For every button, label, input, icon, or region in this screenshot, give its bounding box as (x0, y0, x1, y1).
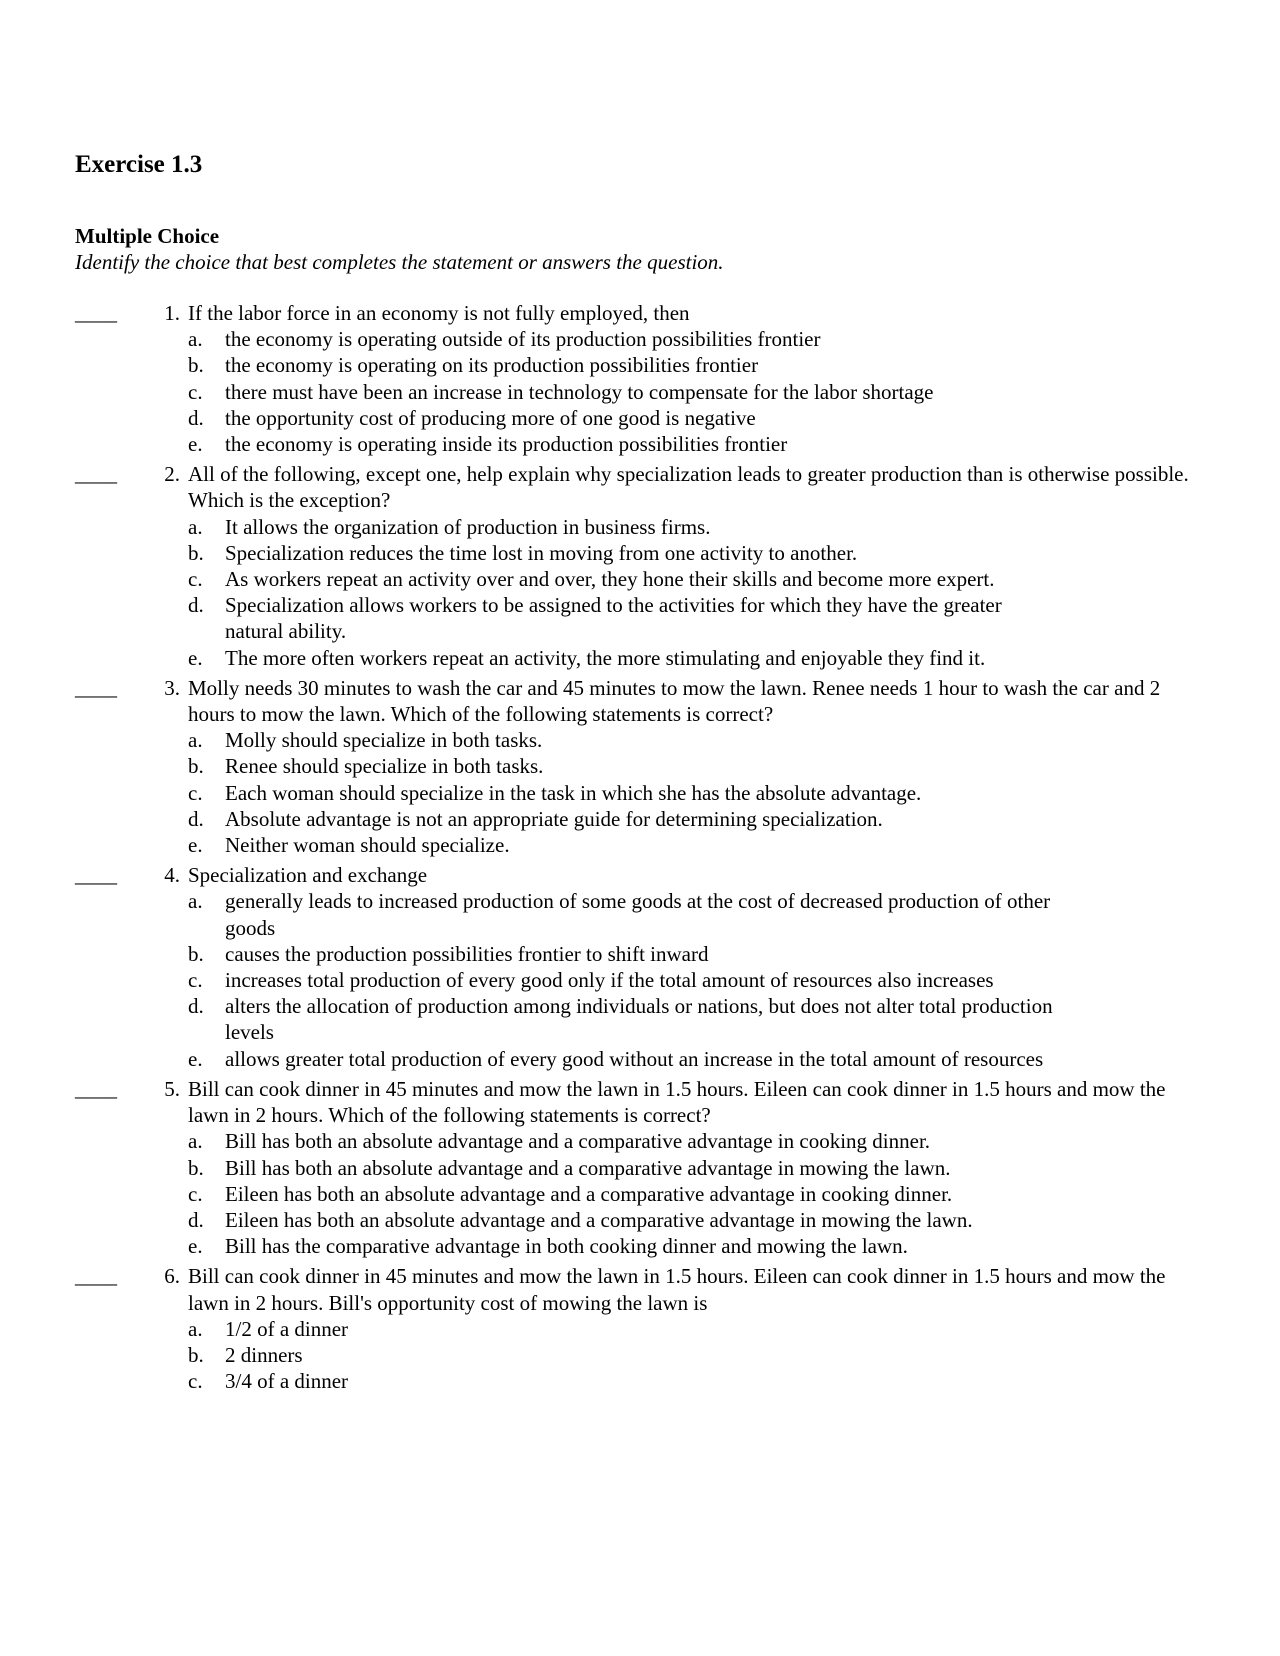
answer-choice (188, 727, 1065, 753)
question-stem: Bill can cook dinner in 45 minutes and mow the lawn in 1.5 hours. Eileen can cook dinner in 1.5 hours and mow the lawn in 2 hours. Bill's opportunity cost of mowing the lawn is (188, 1264, 1166, 1315)
choice-text: Neither woman should specialize. (225, 833, 510, 858)
section-heading: Multiple Choice (75, 224, 220, 248)
answer-choice (188, 592, 1065, 644)
choice-text: 2 dinners (225, 1342, 303, 1367)
question-1 (75, 300, 1205, 457)
choice-text: the economy is operating inside its production possibilities frontier (225, 432, 788, 457)
choice-letter: b. (188, 1342, 204, 1367)
choice-text: the economy is operating on its production possibilities frontier (225, 353, 759, 378)
choice-letter: d. (188, 1207, 204, 1232)
choice-letter: d. (188, 593, 204, 618)
question-stem: All of the following, except one, help explain why specialization leads to greater production than is otherwise possible. Which is the exception? (188, 462, 1189, 513)
choice-letter: d. (188, 405, 204, 430)
choice-text: Specialization reduces the time lost in moving from one activity to another. (225, 540, 858, 565)
choice-letter: e. (188, 645, 203, 670)
choice-text: Specialization allows workers to be assigned to the activities for which they have the greater natural ability. (225, 593, 1002, 644)
choice-text: generally leads to increased production of some goods at the cost of decreased production of other goods (225, 889, 1051, 940)
answer-choice (188, 405, 1065, 431)
choice-text: allows greater total production of every good without an increase in the total amount of resources (225, 1046, 1044, 1071)
choice-text: Bill has both an absolute advantage and a comparative advantage in cooking dinner. (225, 1129, 931, 1154)
choice-list (75, 1128, 1205, 1259)
choice-text: Renee should specialize in both tasks. (225, 754, 544, 779)
answer-choice (188, 326, 1065, 352)
question-number: 4. (164, 863, 180, 888)
choice-text: alters the allocation of production among individuals or nations, but does not alter total production levels (225, 994, 1053, 1045)
question-stem: Specialization and exchange (188, 863, 428, 888)
answer-choice (188, 1128, 1065, 1154)
question-2 (75, 461, 1205, 671)
choice-letter: e. (188, 432, 203, 457)
choice-text: Each woman should specialize in the task in which she has the absolute advantage. (225, 780, 922, 805)
answer-choice (188, 832, 1065, 858)
choice-letter: a. (188, 889, 203, 914)
answer-choice (188, 967, 1065, 993)
choice-text: It allows the organization of production in business firms. (225, 514, 711, 539)
choice-letter: c. (188, 780, 203, 805)
choice-letter: e. (188, 1046, 203, 1071)
choice-list (75, 514, 1205, 671)
choice-letter: b. (188, 353, 204, 378)
choice-text: Absolute advantage is not an appropriate guide for determining specialization. (225, 806, 883, 831)
choice-text: Eileen has both an absolute advantage and a comparative advantage in cooking dinner. (225, 1181, 953, 1206)
choice-letter: a. (188, 728, 203, 753)
choice-letter: a. (188, 1316, 203, 1341)
choice-letter: c. (188, 567, 203, 592)
choice-letter: d. (188, 994, 204, 1019)
answer-blank[interactable]: ____ (75, 1264, 117, 1289)
choice-text: Bill has the comparative advantage in both cooking dinner and mowing the lawn. (225, 1234, 908, 1259)
answer-blank[interactable]: ____ (75, 863, 117, 888)
question-stem: Molly needs 30 minutes to wash the car and 45 minutes to mow the lawn. Renee needs 1 hour to wash the car and 2 hours to mow the lawn. Which of the following statements is correct? (188, 675, 1161, 727)
answer-blank[interactable]: ____ (75, 675, 117, 700)
instructions: Identify the choice that best completes the statement or answers the question. (75, 250, 724, 274)
page-title: Exercise 1.3 (75, 151, 203, 178)
answer-choice (188, 514, 1065, 540)
question-4 (75, 862, 1205, 1072)
choice-text: the opportunity cost of producing more of one good is negative (225, 405, 756, 430)
choice-letter: d. (188, 806, 204, 831)
choice-letter: b. (188, 540, 204, 565)
choice-letter: a. (188, 1129, 203, 1154)
choice-letter: e. (188, 1234, 203, 1259)
answer-choice (188, 1155, 1065, 1181)
choice-letter: a. (188, 514, 203, 539)
answer-choice (188, 806, 1065, 832)
answer-choice (188, 379, 1065, 405)
choice-text: 1/2 of a dinner (225, 1316, 349, 1341)
answer-choice (188, 1207, 1065, 1233)
question-list (75, 300, 1205, 1398)
choice-text: the economy is operating outside of its production possibilities frontier (225, 327, 821, 352)
choice-letter: e. (188, 833, 203, 858)
choice-list (75, 727, 1205, 858)
answer-choice (188, 540, 1065, 566)
question-5 (75, 1076, 1205, 1259)
choice-letter: b. (188, 754, 204, 779)
answer-choice (188, 888, 1065, 940)
answer-choice (188, 1046, 1065, 1072)
choice-text: causes the production possibilities frontier to shift inward (225, 941, 709, 966)
question-3 (75, 675, 1205, 858)
question-number: 2. (164, 462, 180, 487)
answer-choice (188, 1368, 1065, 1394)
answer-choice (188, 431, 1065, 457)
choice-letter: a. (188, 327, 203, 352)
choice-list (75, 326, 1205, 457)
question-number: 1. (164, 301, 180, 325)
choice-list (75, 1316, 1205, 1395)
choice-letter: c. (188, 968, 203, 993)
answer-choice (188, 645, 1065, 671)
choice-list (75, 888, 1205, 1071)
answer-blank[interactable]: ____ (75, 1076, 117, 1101)
answer-choice (188, 1181, 1065, 1207)
choice-text: Molly should specialize in both tasks. (225, 728, 543, 753)
answer-choice (188, 993, 1065, 1045)
question-number: 6. (164, 1264, 180, 1289)
choice-text: increases total production of every good only if the total amount of resources also increases (225, 968, 994, 993)
choice-text: there must have been an increase in technology to compensate for the labor shortage (225, 379, 934, 404)
answer-choice (188, 1316, 1065, 1342)
choice-text: Eileen has both an absolute advantage and a comparative advantage in mowing the lawn. (225, 1207, 973, 1232)
answer-choice (188, 352, 1065, 378)
answer-choice (188, 941, 1065, 967)
answer-blank[interactable]: ____ (75, 301, 117, 325)
choice-text: 3/4 of a dinner (225, 1369, 349, 1394)
choice-letter: b. (188, 1155, 204, 1180)
question-number: 5. (164, 1076, 180, 1101)
choice-letter: b. (188, 941, 204, 966)
question-6 (75, 1263, 1205, 1394)
answer-blank[interactable]: ____ (75, 462, 117, 487)
question-number: 3. (164, 675, 180, 700)
choice-letter: c. (188, 379, 203, 404)
choice-letter: c. (188, 1181, 203, 1206)
answer-choice (188, 1342, 1065, 1368)
choice-letter: c. (188, 1369, 203, 1394)
answer-choice (188, 780, 1065, 806)
choice-text: As workers repeat an activity over and over, they hone their skills and become more expert. (225, 567, 995, 592)
answer-choice (188, 566, 1065, 592)
choice-text: Bill has both an absolute advantage and a comparative advantage in mowing the lawn. (225, 1155, 951, 1180)
question-stem: Bill can cook dinner in 45 minutes and mow the lawn in 1.5 hours. Eileen can cook dinner in 1.5 hours and mow the lawn in 2 hours. Which of the following statements is correct? (188, 1076, 1166, 1128)
answer-choice (188, 753, 1065, 779)
question-stem: If the labor force in an economy is not fully employed, then (188, 301, 690, 325)
choice-text: The more often workers repeat an activity, the more stimulating and enjoyable they find it. (225, 645, 986, 670)
answer-choice (188, 1233, 1065, 1259)
